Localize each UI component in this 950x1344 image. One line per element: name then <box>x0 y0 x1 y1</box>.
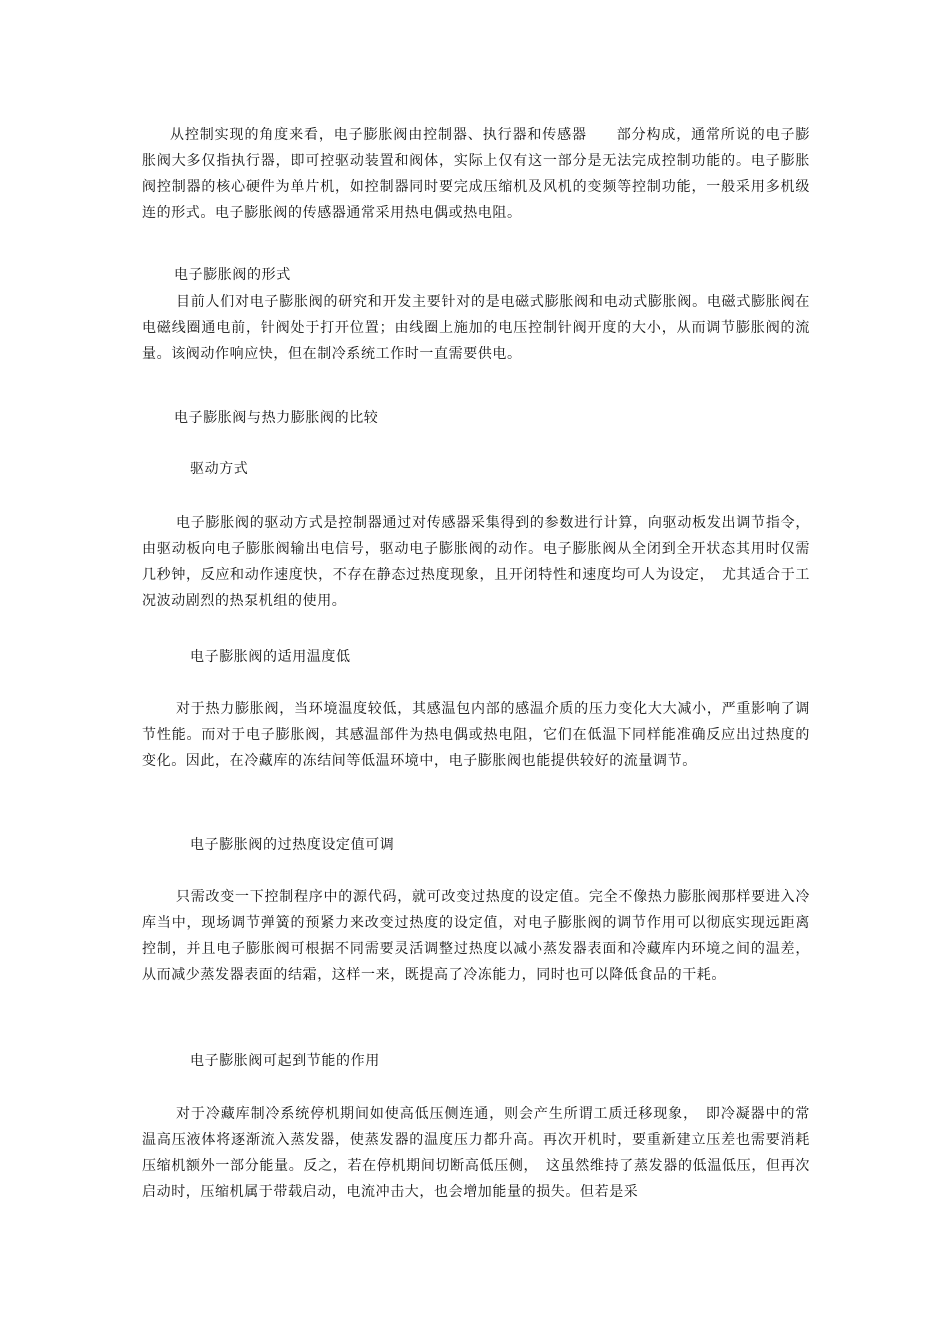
heading-superheat-adjustable: 电子膨胀阀的过热度设定值可调 <box>190 837 395 853</box>
heading-energy-saving: 电子膨胀阀可起到节能的作用 <box>190 1053 380 1069</box>
paragraph-superheat-adjustable: 只需改变一下控制程序中的源代码，就可改变过热度的设定值。完全不像热力膨胀阀那样要进入冷库当中，现场调节弹簧的预紧力来改变过热度的设定值，对电子膨胀阀的调节作用可以彻底实现远距离控制，并且电子膨胀阀可根据不同需要灵活调整过热度以减小蒸发器表面和冷藏库内环境之间的温差，从而减少蒸发器表面的结霜，这样一来，既提高了冷冻能力，同时也可以降低食品的干耗。 <box>142 889 810 983</box>
heading-low-temperature: 电子膨胀阀的适用温度低 <box>190 649 351 665</box>
paragraph-drive-mode: 电子膨胀阀的驱动方式是控制器通过对传感器采集得到的参数进行计算，向驱动板发出调节指令，由驱动板向电子膨胀阀输出电信号，驱动电子膨胀阀的动作。电子膨胀阀从全闭到全开状态其用时仅需几秒钟，反应和动作速度快，不存在静态过热度现象，且开闭特性和速度均可人为设定， 尤其适合于工况波动剧烈的热泵机组的使用。 <box>142 515 810 609</box>
paragraph-low-temperature: 对于热力膨胀阀，当环境温度较低，其感温包内部的感温介质的压力变化大大减小，严重影响了调节性能。而对于电子膨胀阀，其感温部件为热电偶或热电阻，它们在低温下同样能准确反应出过热度的变化。因此，在冷藏库的冻结间等低温环境中，电子膨胀阀也能提供较好的流量调节。 <box>142 701 810 769</box>
heading-valve-forms: 电子膨胀阀的形式 <box>174 267 291 283</box>
heading-comparison: 电子膨胀阀与热力膨胀阀的比较 <box>174 410 379 426</box>
paragraph-energy-saving: 对于冷藏库制冷系统停机期间如使高低压侧连通，则会产生所谓工质迁移现象， 即冷凝器中的常温高压液体将逐渐流入蒸发器，使蒸发器的温度压力都升高。再次开机时，要重新建立压差也需要消耗压缩机额外一部分能量。反之，若在停机期间切断高低压侧， 这虽然维持了蒸发器的低温低压，但再次启动时，压缩机属于带载启动，电流冲击大，也会增加能量的损失。但若是采 <box>142 1106 810 1200</box>
paragraph-valve-forms: 目前人们对电子膨胀阀的研究和开发主要针对的是电磁式膨胀阀和电动式膨胀阀。电磁式膨胀阀在电磁线圈通电前，针阀处于打开位置；由线圈上施加的电压控制针阀开度的大小，从而调节膨胀阀的流量。该阀动作响应快，但在制冷系统工作时一直需要供电。 <box>142 294 810 362</box>
paragraph-controller-structure: 从控制实现的角度来看，电子膨胀阀由控制器、执行器和传感器 部分构成，通常所说的电子膨胀阀大多仅指执行器，即可控驱动装置和阀体，实际上仅有这一部分是无法完成控制功能的。电子膨胀阀控制器的核心硬件为单片机，如控制器同时要完成压缩机及风机的变频等控制功能，一般采用多机级连的形式。电子膨胀阀的传感器通常采用热电偶或热电阻。 <box>142 127 810 221</box>
heading-drive-mode: 驱动方式 <box>190 461 249 477</box>
